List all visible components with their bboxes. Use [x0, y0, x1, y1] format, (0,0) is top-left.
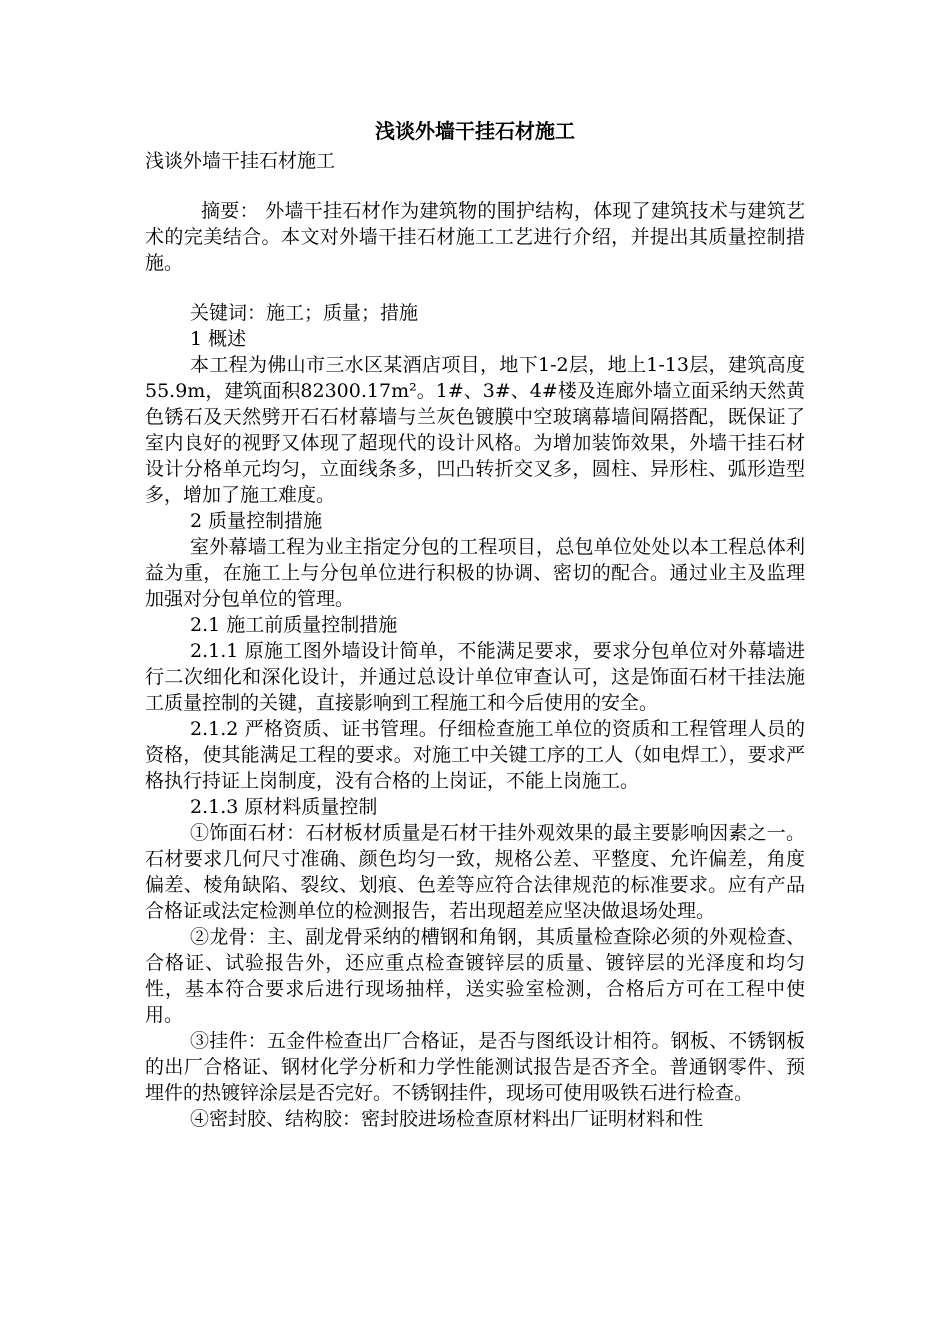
abstract-paragraph: 摘要： 外墙干挂石材作为建筑物的围护结构，体现了建筑技术与建筑艺术的完美结合。本文对外墙干挂石材施工工艺进行介绍，并提出其质量控制措施。: [145, 200, 805, 274]
subsection-heading-2-1-3: 2.1.3 原材料质量控制: [190, 796, 378, 818]
body-paragraph: 2.1.1 原施工图外墙设计简单，不能满足要求，要求分包单位对外幕墙进行二次细化和深化设计，并通过总设计单位审查认可，这是饰面石材干挂法施工质量控制的关键，直接影响到工程施工和今后使用的安全。: [145, 640, 805, 714]
subsection-heading-2-1: 2.1 施工前质量控制措施: [190, 614, 398, 636]
body-paragraph: ④密封胶、结构胶：密封胶进场检查原材料出厂证明材料和性: [190, 1108, 704, 1130]
document-subtitle: 浅谈外墙干挂石材施工: [145, 150, 336, 172]
body-paragraph: 本工程为佛山市三水区某酒店项目，地下1-2层，地上1-13层，建筑高度55.9m，建筑面积82300.17m²。1#、3#、4#楼及连廊外墙立面采纳天然黄色锈石及天然劈开石石材幕墙与兰灰色镀膜中空玻璃幕墙间隔搭配，既保证了室内良好的视野又体现了超现代的设计风格。为增加装饰效果，外墙干挂石材设计分格单元均匀，立面线条多，凹凸转折交叉多，圆柱、异形柱、弧形造型多，增加了施工难度。: [145, 354, 805, 506]
document-page: [145, 118, 805, 1132]
document-title: 浅谈外墙干挂石材施工: [375, 119, 575, 143]
keywords-line: 关键词：施工；质量；措施: [190, 302, 419, 324]
body-paragraph: ③挂件：五金件检查出厂合格证，是否与图纸设计相符。钢板、不锈钢板的出厂合格证、钢材化学分析和力学性能测试报告是否齐全。普通钢零件、预埋件的热镀锌涂层是否完好。不锈钢挂件，现场可使用吸铁石进行检查。: [145, 1030, 805, 1104]
body-paragraph: ①饰面石材：石材板材质量是石材干挂外观效果的最主要影响因素之一。石材要求几何尺寸准确、颜色均匀一致，规格公差、平整度、允许偏差，角度偏差、棱角缺陷、裂纹、划痕、色差等应符合法律规范的标准要求。应有产品合格证或法定检测单位的检测报告，若出现超差应坚决做退场处理。: [145, 822, 805, 922]
section-heading-quality: 2 质量控制措施: [190, 510, 323, 532]
body-paragraph: 室外幕墙工程为业主指定分包的工程项目，总包单位处处以本工程总体利益为重，在施工上与分包单位进行积极的协调、密切的配合。通过业主及监理加强对分包单位的管理。: [145, 536, 805, 610]
section-heading-overview: 1 概述: [190, 328, 247, 350]
body-paragraph: ②龙骨：主、副龙骨采纳的槽钢和角钢，其质量检查除必须的外观检查、合格证、试验报告外，还应重点检查镀锌层的质量、镀锌层的光泽度和均匀性，基本符合要求后进行现场抽样，送实验室检测，合格后方可在工程中使用。: [145, 926, 805, 1026]
body-paragraph: 2.1.2 严格资质、证书管理。仔细检查施工单位的资质和工程管理人员的资格，使其能满足工程的要求。对施工中关键工序的工人（如电焊工），要求严格执行持证上岗制度，没有合格的上岗证，不能上岗施工。: [145, 718, 805, 792]
